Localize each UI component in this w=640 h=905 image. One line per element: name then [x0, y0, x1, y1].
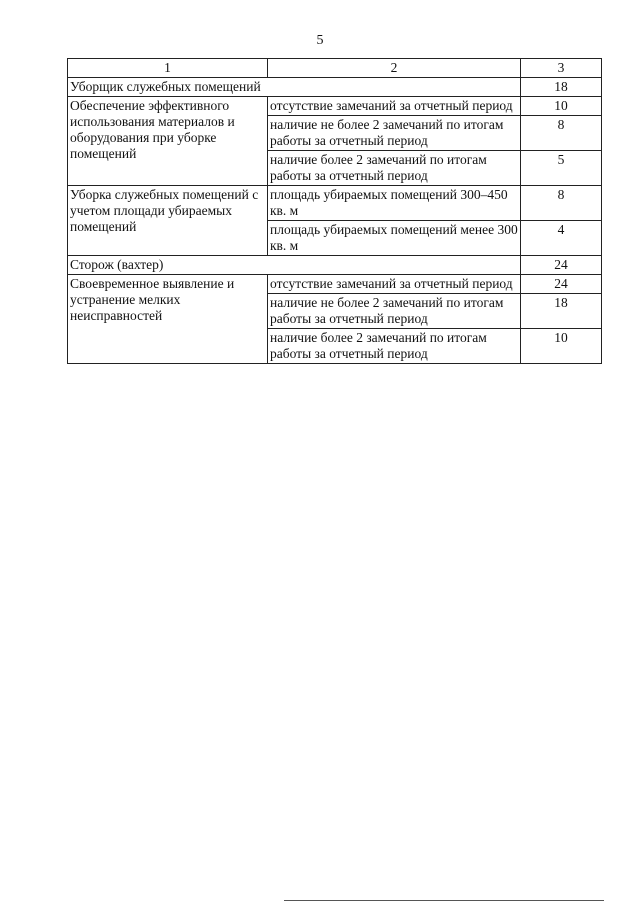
group-row-watchman	[68, 256, 602, 275]
criterion-name: Обеспечение эффективного использования материалов и оборудования при уборке помещений	[68, 97, 268, 186]
page-number: 5	[316, 33, 324, 48]
condition-cell: наличие более 2 замечаний по итогам работы за отчетный период	[268, 329, 521, 364]
footer-divider	[284, 900, 604, 901]
header-col-3: 3	[521, 59, 602, 78]
points-cell: 5	[521, 151, 602, 186]
points-cell: 10	[521, 329, 602, 364]
points-cell: 8	[521, 186, 602, 221]
table-header-row	[68, 59, 602, 78]
condition-cell: наличие не более 2 замечаний по итогам работы за отчетный период	[268, 294, 521, 329]
condition-cell: наличие не более 2 замечаний по итогам работы за отчетный период	[268, 116, 521, 151]
table-row	[68, 275, 602, 294]
condition-cell: площадь убираемых помещений менее 300 кв. м	[268, 221, 521, 256]
group-total: 18	[521, 78, 602, 97]
criterion-name: Своевременное выявление и устранение мелких неисправностей	[68, 275, 268, 364]
condition-cell: наличие более 2 замечаний по итогам работы за отчетный период	[268, 151, 521, 186]
table-row	[68, 97, 602, 116]
condition-cell: отсутствие замечаний за отчетный период	[268, 275, 521, 294]
group-total: 24	[521, 256, 602, 275]
condition-cell: отсутствие замечаний за отчетный период	[268, 97, 521, 116]
points-cell: 24	[521, 275, 602, 294]
criteria-table	[67, 58, 602, 364]
group-title: Сторож (вахтер)	[68, 256, 521, 275]
points-cell: 18	[521, 294, 602, 329]
header-col-1: 1	[68, 59, 268, 78]
points-cell: 10	[521, 97, 602, 116]
criterion-name: Уборка служебных помещений с учетом площади убираемых помещений	[68, 186, 268, 256]
group-title: Уборщик служебных помещений	[68, 78, 521, 97]
group-row-cleaner	[68, 78, 602, 97]
points-cell: 4	[521, 221, 602, 256]
table-row	[68, 186, 602, 221]
condition-cell: площадь убираемых помещений 300–450 кв. м	[268, 186, 521, 221]
header-col-2: 2	[268, 59, 521, 78]
points-cell: 8	[521, 116, 602, 151]
